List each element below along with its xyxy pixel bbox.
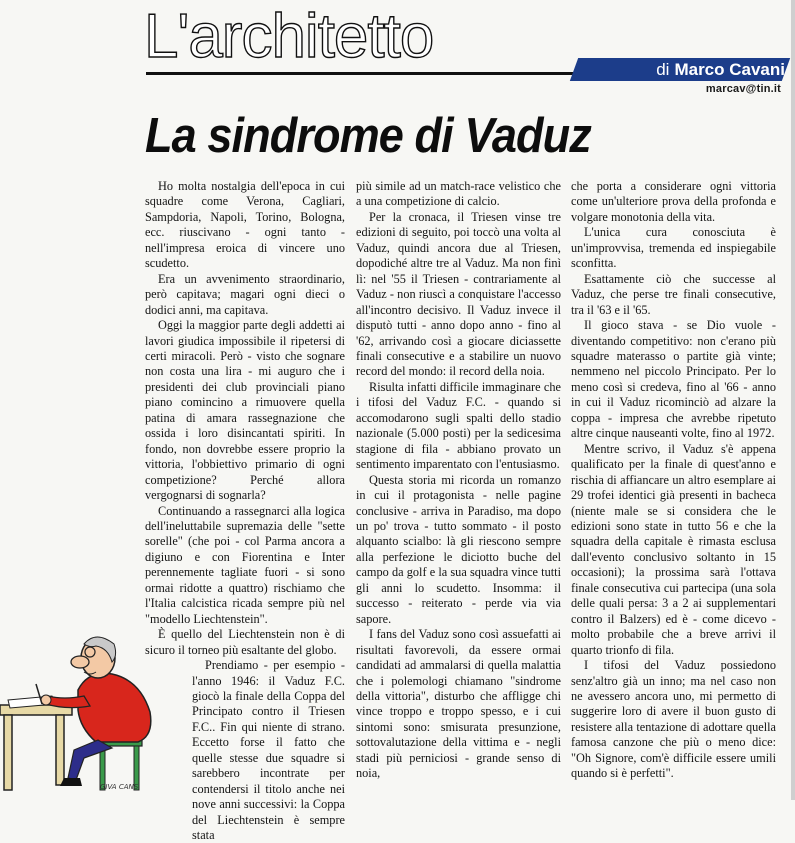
paragraph: Per la cronaca, il Triesen vinse tre edizioni di seguito, poi toccò una volta al Vaduz, quindi ancora due al Triesen, dopodiché altre tre al Vaduz. Ma non finì lì: nel '55 il Triesen - contrariamente al Vaduz - non riuscì a conquistare l'accesso all'incontro decisivo. Il Vaduz invece il disputò tutti - anno dopo anno - fino al '62, arrivando così a giocare diciassette finali consecutive e a stabilire un nuovo record del mondo: il record della noia. — [356, 209, 561, 379]
paragraph: Il gioco stava - se Dio vuole - diventando competitivo: non c'erano più squadre materasso o partite già vinte; nemmeno nel piccolo Principato. Per lo meno così si credeva, fino al '66 - anno in cui il Vaduz ricominciò ad alzare la coppa - impresa che avrebbe ripetuto altre cinque nauseanti volte, fino al 1972. — [571, 318, 776, 441]
paragraph: I fans del Vaduz sono così assuefatti ai risultati favorevoli, da essere ormai candidati ad ammalarsi di quella malattia che i polemologi chiamano "sindrome della vittoria", disturbo che affligge chi vince troppo e troppo spesso, e i cui sintomi sono: smisurata presunzione, sottovalutazione della vittima e - negli stadi più perniciosi - grande senso di noia, — [356, 627, 561, 781]
article-column-1 — [145, 179, 345, 843]
paragraph: Oggi la maggior parte degli addetti ai lavori giudica impossibile il ripetersi di certi miracoli. Però - visto che sognare non costa una lira - mi auguro che i presidenti dei club provinciali piano piano comincino a rimuovere quella patina di amara rassegnazione che ossida i loro disincantati spiriti. In fondo, non dovrebbe essere proprio la vittoria, l'obbiettivo primario di ogni competizione? Perché allora vergognarsi di sognarla? — [145, 318, 345, 503]
paragraph: che porta a considerare ogni vittoria come un'ulteriore prova della profonda e volgare monotonia della vita. — [571, 179, 776, 224]
author-byline — [585, 59, 785, 81]
illustrator-signature: GIVA CANS — [100, 783, 139, 791]
paragraph: più simile ad un match-race velistico che a una competizione di calcio. — [356, 179, 561, 209]
column-name: L'architetto — [144, 2, 434, 71]
paragraph: I tifosi del Vaduz possiedono senz'altro già un inno; ma nel caso non ne avessero ancora uno, mi permetto di suggerire loro di avere il buon gusto di resistere alla tentazione di adottare quella famosa canzone che più o meno dice: "Oh Signore, com'è difficile essere umili quando si è perfetti". — [571, 658, 776, 781]
article-column-2 — [356, 179, 561, 782]
author-email[interactable]: marcav@tin.it — [705, 83, 781, 95]
header-rule — [146, 72, 592, 75]
paragraph: Ho molta nostalgia dell'epoca in cui squadre come Verona, Cagliari, Sampdoria, Napoli, Torino, Bologna, ecc. riuscivano - ogni tanto - nell'impresa eroica di vincere uno scudetto. — [145, 179, 345, 271]
paragraph: Questa storia mi ricorda un romanzo in cui il protagonista - nelle pagine conclusive - arriva in Paradiso, ma dopo un po' trova - tutto sommato - il posto alquanto scialbo: là gli riescono sempre alla perfezione le diciotto buche del campo da golf e la sua squadra vince tutti gli anni lo scudetto. Insomma: il successo - reiterato - perde via via sapore. — [356, 472, 561, 626]
paragraph: È quello del Liechtenstein non è di sicuro il torneo più esaltante del globo. — [145, 627, 345, 657]
paragraph: L'unica cura conosciuta è un'improvvisa, tremenda ed inspiegabile sconfitta. — [571, 225, 776, 271]
author-prefix: di — [656, 60, 670, 79]
author-name: Marco Cavani — [674, 60, 785, 79]
paragraph: Era un avvenimento straordinario, però capitava; magari ogni dieci o dodici anni, ma capitava. — [145, 271, 345, 317]
paragraph: Prendiamo - per esempio - l'anno 1946: il Vaduz F.C. giocò la finale della Coppa del Principato contro il Triesen F.C.. Fin qui niente di strano. Eccetto forse il fatto che quelle stesse due squadre si sarebbero incontrate per contendersi il titolo anche nei nove anni successivi: la Coppa del Liechtenstein è sempre stata — [192, 658, 345, 843]
paragraph: Mentre scrivo, il Vaduz s'è appena qualificato per la finale di quest'anno e rischia di affiancare un altro esemplare ai 29 trofei identici già presenti in bacheca (niente male se si considera che le edizioni sono state in tutto 56 e che la squadra della capitale è rimasta esclusa dall'evento conclusivo soltanto in 15 occasioni); la prossima sarà l'ottava finale consecutiva cui partecipa (una sola delle quali persa: 3 a 2 ai supplementari contro il Balzers) ed è - come dicevo - molto probabile che a breve arrivi il quarto trionfo di fila. — [571, 441, 776, 657]
article-column-3 — [571, 179, 776, 782]
headline: La sindrome di Vaduz — [145, 109, 591, 163]
paragraph: Esattamente ciò che successe al Vaduz, che perse tre finali consecutive, tra il '63 e il '65. — [571, 271, 776, 317]
paragraph: Risulta infatti difficile immaginare che i tifosi del Vaduz F.C. - quando si accomodarono sugli spalti dello stadio nazionale (5.000 posti) per la sedicesima stagione di fila - abbiano provato un sentimento imparentato con l'entusiasmo. — [356, 379, 561, 472]
page-edge — [791, 0, 795, 800]
paragraph: Continuando a rassegnarci alla logica dell'ineluttabile supremazia delle "sette sorelle" (che poi - col Parma ancora a digiuno e con Fiorentina e Inter perennemente tagliate fuori - si sono ormai ridotte a quattro) rischiamo che l'Italia calcistica ricada sempre più nel "modello Liechtenstein". — [145, 503, 345, 626]
cartoon-writer-at-desk-icon — [0, 600, 160, 800]
